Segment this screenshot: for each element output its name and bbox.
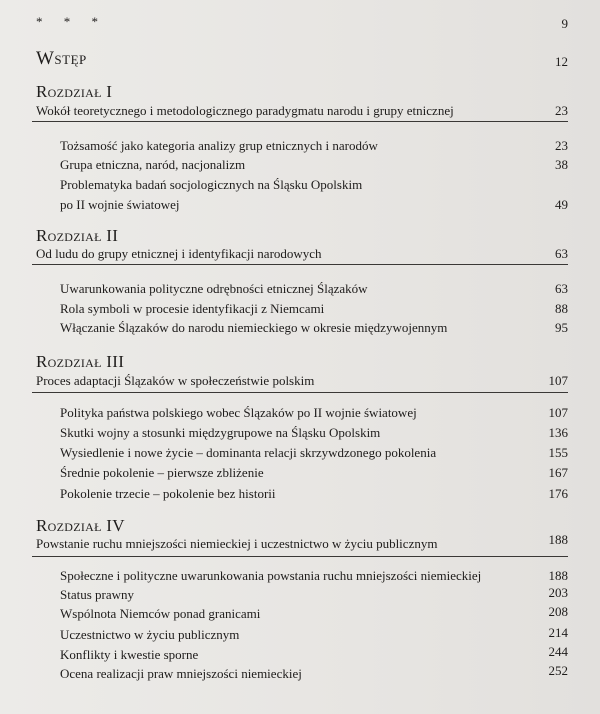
chapter-3-section-4: Średnie pokolenie – pierwsze zbliżenie [60,465,264,480]
intro-page: 12 [555,54,568,69]
chapter-3-label: Rozdział III [36,352,125,371]
chapter-2-section-2: Rola symboli w procesie identyfikacji z Niemcami [60,301,325,316]
chapter-1-section-1: Tożsamość jako kategoria analizy grup etnicznych i narodów [60,138,378,153]
chapter-1-section-2-page: 38 [555,157,568,172]
chapter-4-section-5: Konflikty i kwestie sporne [60,647,199,662]
chapter-4-section-2: Status prawny [60,587,135,602]
chapter-1-label: Rozdział I [36,82,113,101]
chapter-2-title: Od ludu do grupy etnicznej i identyfikacji narodowych [36,246,322,261]
chapter-4-divider [32,556,568,557]
chapter-2-label: Rozdział II [36,226,119,245]
chapter-1-section-3-page: 49 [555,197,568,212]
chapter-4-section-6-page: 252 [548,663,568,678]
asterism-page: 9 [561,16,568,31]
chapter-3-section-2-page: 136 [548,425,568,440]
chapter-3-divider [32,392,568,393]
chapter-1-section-3: Problematyka badań socjologicznych na Śląsku Opolskim [60,177,363,192]
chapter-4-section-6: Ocena realizacji praw mniejszości niemieckiej [60,666,302,681]
chapter-4-section-4-page: 214 [548,625,568,640]
asterism: * * * [36,14,107,29]
chapter-1-title: Wokół teoretycznego i metodologicznego paradygmatu narodu i grupy etnicznej [36,103,454,118]
chapter-3-page: 107 [548,373,568,388]
chapter-3-section-1-page: 107 [548,405,568,420]
chapter-4-section-1: Społeczne i polityczne uwarunkowania powstania ruchu mniejszości niemieckiej [60,568,482,583]
chapter-2-section-3: Włączanie Ślązaków do narodu niemieckiego w okresie międzywojennym [60,320,448,335]
chapter-4-section-2-page: 203 [548,585,568,600]
chapter-3-section-2: Skutki wojny a stosunki międzygrupowe na Śląsku Opolskim [60,425,381,440]
chapter-4-section-3: Wspólnota Niemców ponad granicami [60,606,261,621]
chapter-2-section-1: Uwarunkowania polityczne odrębności etnicznej Ślązaków [60,281,368,296]
chapter-4-section-1-page: 188 [548,568,568,583]
chapter-4-title: Powstanie ruchu mniejszości niemieckiej i uczestnictwo w życiu publicznym [36,536,438,551]
intro-title: Wstęp [36,48,87,69]
chapter-3-section-1: Polityka państwa polskiego wobec Ślązaków po II wojnie światowej [60,405,417,420]
chapter-2-section-1-page: 63 [555,281,568,296]
chapter-1-section-3-cont: po II wojnie światowej [60,197,180,212]
chapter-4-label: Rozdział IV [36,516,125,535]
chapter-1-page: 23 [555,103,568,118]
chapter-4-section-3-page: 208 [548,604,568,619]
chapter-3-title: Proces adaptacji Ślązaków w społeczeństwie polskim [36,373,315,388]
chapter-2-section-2-page: 88 [555,301,568,316]
chapter-1-divider [32,121,568,122]
chapter-2-divider [32,264,568,265]
chapter-3-section-5: Pokolenie trzecie – pokolenie bez historii [60,486,276,501]
chapter-1-section-1-page: 23 [555,138,568,153]
chapter-2-page: 63 [555,246,568,261]
chapter-3-section-5-page: 176 [548,486,568,501]
chapter-3-section-3-page: 155 [548,445,568,460]
chapter-3-section-3: Wysiedlenie i nowe życie – dominanta relacji skrzywdzonego pokolenia [60,445,437,460]
chapter-1-section-2: Grupa etniczna, naród, nacjonalizm [60,157,246,172]
chapter-4-page: 188 [548,532,568,547]
chapter-3-section-4-page: 167 [548,465,568,480]
chapter-2-section-3-page: 95 [555,320,568,335]
chapter-4-section-4: Uczestnictwo w życiu publicznym [60,627,240,642]
chapter-4-section-5-page: 244 [548,644,568,659]
